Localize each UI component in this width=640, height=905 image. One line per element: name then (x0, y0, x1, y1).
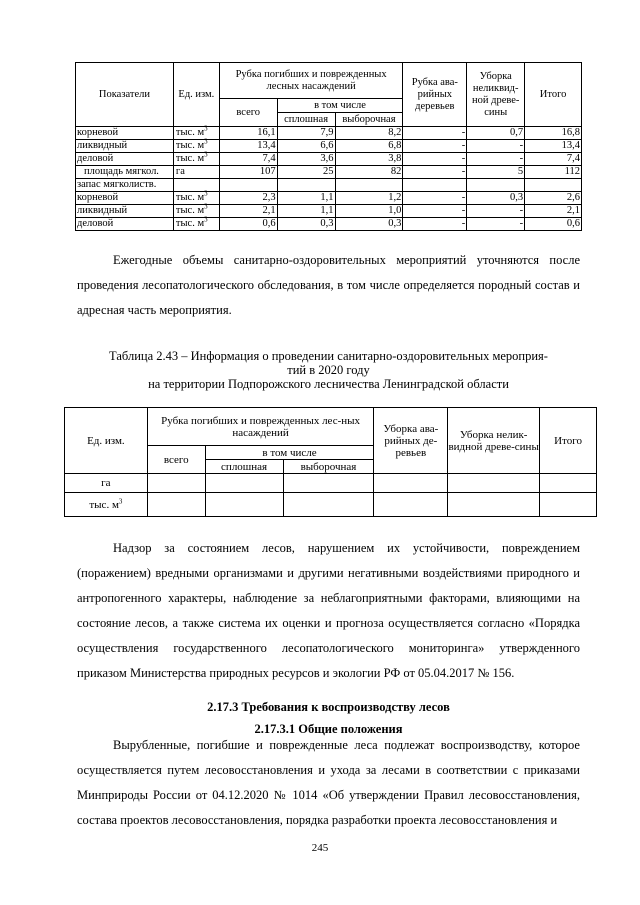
header-selective-felling: выборочная (335, 113, 403, 127)
cell-avariynye: - (403, 127, 467, 140)
cell-uborka: 5 (467, 166, 525, 179)
cell-vyborochnaya: 82 (335, 166, 403, 179)
cell-vyborochnaya: 6,8 (335, 140, 403, 153)
page-number: 245 (311, 842, 329, 854)
cell-avariynye: - (403, 166, 467, 179)
cell-itogo: 0,6 (525, 218, 582, 231)
row-label: корневой (76, 127, 174, 140)
cell-vsego: 7,4 (219, 153, 277, 166)
t2-row-unit-m3: тыс. $м^3$ (65, 493, 148, 517)
cell-vyborochnaya: 3,8 (335, 153, 403, 166)
t2-header-including: в том числе (205, 446, 374, 460)
row-unit (173, 179, 219, 192)
t2-header-cleanup: Уборка нелик-видной древе-сины (448, 408, 540, 474)
t2-header-unit: Ед. изм. (65, 408, 148, 474)
row-label: деловой (76, 153, 174, 166)
row-label: корневой (76, 192, 174, 205)
cell-uborka: 0,7 (467, 127, 525, 140)
cell-uborka: - (467, 205, 525, 218)
cell-sploshnaya (277, 179, 335, 192)
cell-uborka (467, 179, 525, 192)
row-unit: тыс. $м^3$ (173, 140, 219, 153)
row-unit: тыс. $м^3$ (173, 205, 219, 218)
cell-sploshnaya: 3,6 (277, 153, 335, 166)
cell-avariynye (403, 179, 467, 192)
table-caption-line2: тий в 2020 году (287, 363, 370, 377)
header-indicators: Показатели (76, 63, 174, 127)
cell-itogo: 16,8 (525, 127, 582, 140)
row-unit: тыс. $м^3$ (173, 192, 219, 205)
table-row (65, 474, 597, 493)
t2-header-clear-felling: сплошная (205, 460, 283, 474)
cell-sploshnaya: 7,9 (277, 127, 335, 140)
row-label: ликвидный (76, 140, 174, 153)
cell-vsego: 13,4 (219, 140, 277, 153)
table-row (76, 140, 582, 153)
header-all: всего (219, 99, 277, 127)
section-heading: 2.17.3 Требования к воспроизводству лесов (207, 700, 450, 714)
felling-table-body (76, 124, 582, 231)
table-row (76, 179, 582, 192)
cell-vyborochnaya: 0,3 (335, 218, 403, 231)
header-unit: Ед. изм. (173, 63, 219, 127)
table-row (76, 127, 582, 140)
cell-vyborochnaya: 1,0 (335, 205, 403, 218)
cell-vyborochnaya: 1,2 (335, 192, 403, 205)
header-clear-felling: сплошная (277, 113, 335, 127)
cell-vsego (219, 179, 277, 192)
cell-itogo (525, 179, 582, 192)
header-felling-group: Рубка погибших и поврежденных лесных насаждений (219, 63, 403, 99)
row-unit: тыс. $м^3$ (173, 218, 219, 231)
table-row (76, 218, 582, 231)
cell-itogo: 2,1 (525, 205, 582, 218)
table-row (76, 166, 582, 179)
paragraph-annual-volumes: Ежегодные объемы санитарно-оздоровительных мероприятий уточняются после проведения лесопатологического обследования, в том числе определяется породный состав и адресная часть мероприятия. (77, 253, 580, 317)
header-emergency-trees: Рубка ава-рийных деревьев (403, 63, 467, 127)
cell-sploshnaya: 6,6 (277, 140, 335, 153)
cell-itogo: 112 (525, 166, 582, 179)
cell-vsego: 2,1 (219, 205, 277, 218)
cell-avariynye: - (403, 192, 467, 205)
cell-itogo: 7,4 (525, 153, 582, 166)
t2-header-total: Итого (540, 408, 597, 474)
sanitary-measures-2020-table (64, 407, 597, 517)
cell-avariynye: - (403, 153, 467, 166)
paragraph-forest-monitoring: Надзор за состоянием лесов, нарушением их устойчивости, повреждением (поражением) вредными организмами и другими негативными воздействиями природного и антропогенного характеры, наблюдение за неблагоприятными факторами, влияющими на состояние лесов, а также система их оценки и прогноза осуществляется согласно «Порядка осуществления государственного лесопатологического мониторинга» утвержденного приказом Министерства природных ресурсов и экологии РФ от 05.04.2017 № 156. (77, 541, 580, 680)
row-label: площадь мягкол. (76, 166, 174, 179)
cell-vyborochnaya: 8,2 (335, 127, 403, 140)
row-label: запас мягколиств. (76, 179, 174, 192)
cell-uborka: 0,3 (467, 192, 525, 205)
table-row (76, 205, 582, 218)
subsection-heading: 2.17.3.1 Общие положения (254, 722, 403, 736)
cell-sploshnaya: 25 (277, 166, 335, 179)
t2-header-selective-felling: выборочная (283, 460, 374, 474)
t2-row-unit-ha: га (65, 474, 148, 493)
table-row (76, 153, 582, 166)
header-total: Итого (525, 63, 582, 127)
header-cleanup: Уборка неликвид-ной древе-сины (467, 63, 525, 127)
cell-uborka: - (467, 140, 525, 153)
cell-itogo: 13,4 (525, 140, 582, 153)
cell-sploshnaya: 1,1 (277, 205, 335, 218)
cell-vsego: 0,6 (219, 218, 277, 231)
t2-header-emergency-trees: Уборка ава-рийных де-ревьев (374, 408, 448, 474)
cell-vsego: 16,1 (219, 127, 277, 140)
t2-header-all: всего (147, 446, 205, 474)
row-label: деловой (76, 218, 174, 231)
cell-itogo: 2,6 (525, 192, 582, 205)
cell-uborka: - (467, 218, 525, 231)
row-unit: тыс. $м^3$ (173, 127, 219, 140)
cell-vsego: 2,3 (219, 192, 277, 205)
paragraph-reforestation: Вырубленные, погибшие и поврежденные леса подлежат воспроизводству, которое осуществляется путем лесовосстановления и ухода за лесами в соответствии с приказами Минприроды России от 04.12.2020 № 1014 «Об утверждении Правил лесовосстановления, состава проектов лесовосстановления, порядка разработки проекта лесовосстановления и (77, 738, 580, 827)
table-caption-line3: на территории Подпорожского лесничества Ленинградской области (148, 377, 509, 391)
cell-avariynye: - (403, 140, 467, 153)
felling-volume-table (75, 62, 582, 231)
cell-avariynye: - (403, 218, 467, 231)
row-unit: тыс. $м^3$ (173, 153, 219, 166)
table-caption-line1: Таблица 2.43 – Информация о проведении санитарно-оздоровительных мероприя- (109, 349, 548, 363)
cell-sploshnaya: 0,3 (277, 218, 335, 231)
t2-header-felling-group: Рубка погибших и поврежденных лес-ных насаждений (147, 408, 374, 446)
cell-sploshnaya: 1,1 (277, 192, 335, 205)
row-label: ликвидный (76, 205, 174, 218)
table-row (65, 493, 597, 517)
cell-uborka: - (467, 153, 525, 166)
header-including: в том числе (277, 99, 403, 113)
cell-vyborochnaya (335, 179, 403, 192)
row-unit: га (173, 166, 219, 179)
table-row (76, 192, 582, 205)
cell-vsego: 107 (219, 166, 277, 179)
cell-avariynye: - (403, 205, 467, 218)
